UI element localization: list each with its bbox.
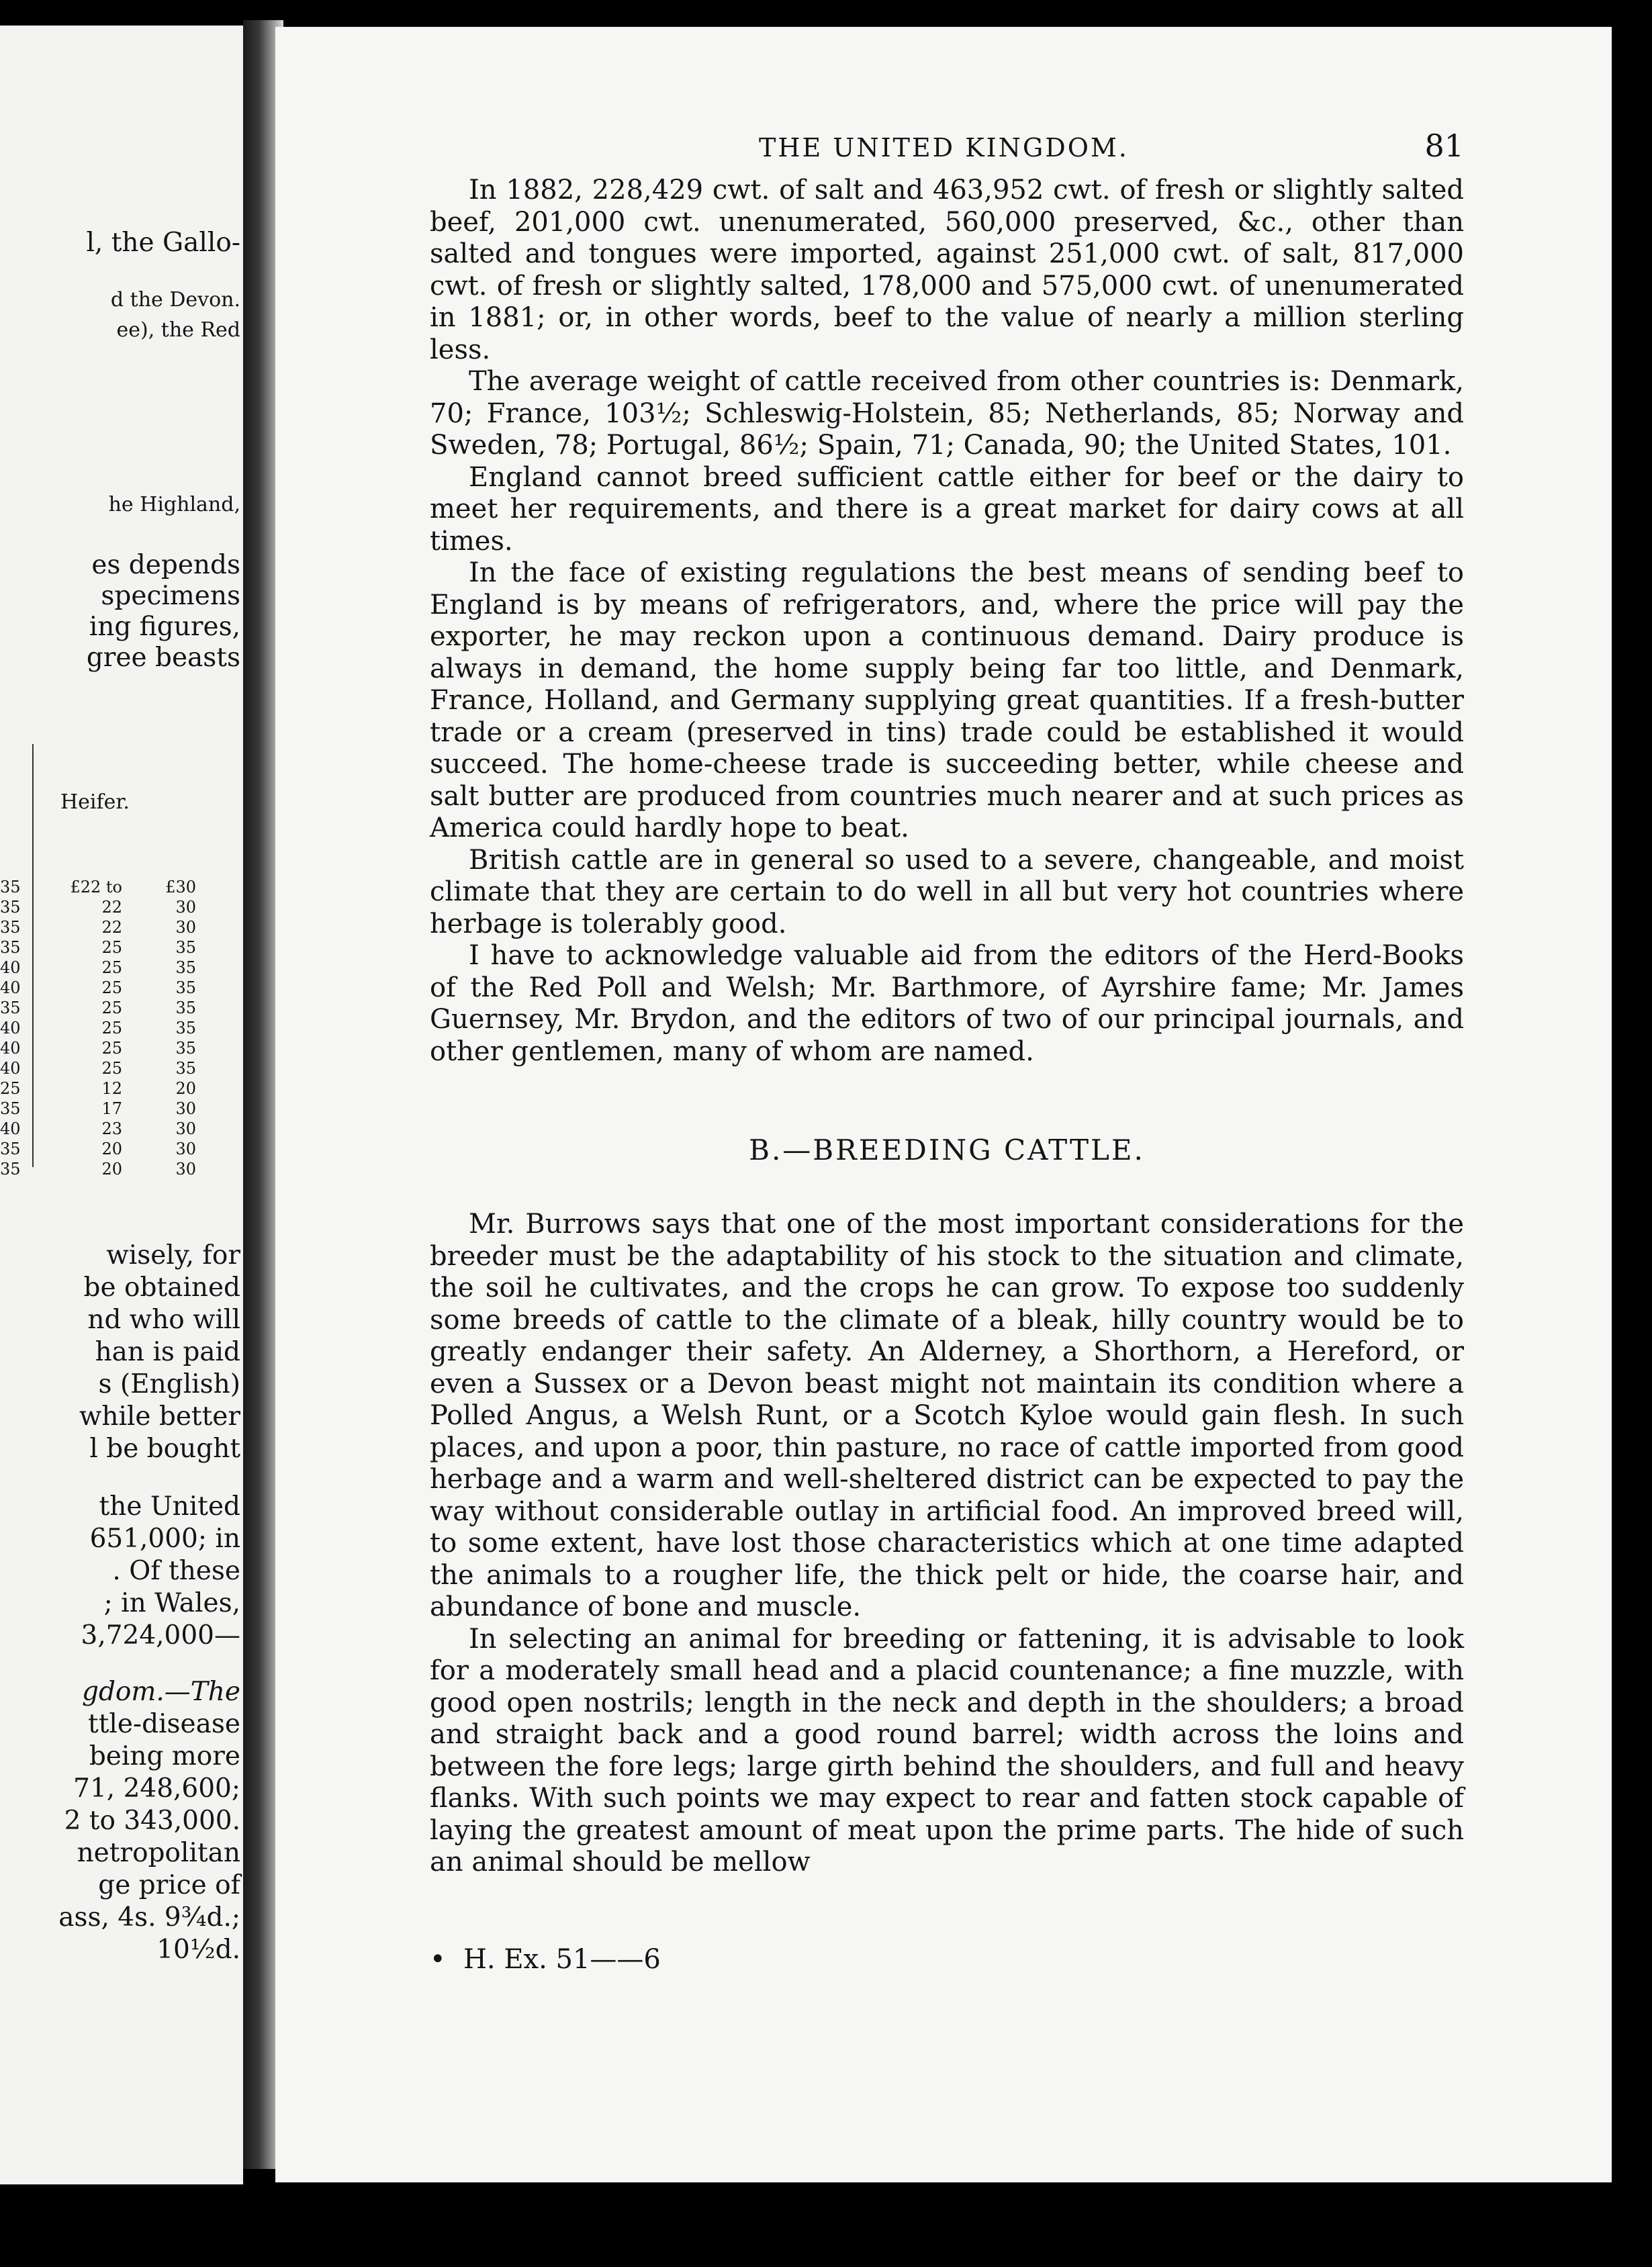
signature-text: H. Ex. 51——6 [463,1944,661,1975]
table-row: 35 25 35 [0,999,196,1017]
fragment-line: he Highland, [108,493,240,516]
running-head-title: THE UNITED KINGDOM. [759,133,1129,163]
table-row: 40 25 35 [0,1059,196,1078]
paragraph-acknowledgements: I have to acknowledge valuable aid from the editors of the Herd-Books of the Red Poll and Welsh; Mr. Barthmore, of Ayrshire fame; Mr. James Guernsey, Mr. Brydon, and the editors of two of our principal journals, and other gentlemen, many of whom are named. [430,940,1464,1067]
fragment-line: l be bought [89,1434,240,1464]
facing-page-fragment [0,26,243,2184]
fragment-line: ge price of [98,1870,240,1900]
table-row: 35 22 30 [0,898,196,917]
signature-mark [430,1944,661,1975]
fragment-line: being more [89,1741,240,1771]
paragraph-british-cattle: British cattle are in general so used to a severe, changeable, and moist climate that they are certain to do well in all but very hot countries where herbage is tolerably good. [430,844,1464,939]
fragment-line: gdom.—The [82,1677,240,1707]
page-body [430,128,1464,1879]
table-row: 35 22 30 [0,918,196,937]
fragment-line: l, the Gallo- [86,228,240,258]
fragment-line: ttle-disease [88,1709,240,1739]
fragment-line: 2 to 343,000. [64,1806,240,1836]
fragment-line: be obtained [83,1273,240,1303]
fragment-line: ; in Wales, [103,1588,240,1618]
table-row: 35 £22 to £30 [0,878,196,896]
fragment-line: the United [99,1491,240,1522]
table-row: 40 25 35 [0,958,196,977]
paragraph-average-weight: The average weight of cattle received from other countries is: Denmark, 70; France, 103½; Schleswig-Holstein, 85; Netherlands, 85; Norway and Sweden, 78; Portugal, 86½; Spain, 71; Canada, 90; the United States, 101. [430,366,1464,461]
section-title: B.—BREEDING CATTLE. [749,1134,1145,1166]
fragment-line: d the Devon. [110,288,240,312]
paragraph-breed-sufficiency: England cannot breed sufficient cattle either for beef or the dairy to meet her requirements, and there is a great market for dairy cows at all times. [430,461,1464,557]
fragment-line: specimens [101,581,240,611]
table-row: 35 20 30 [0,1160,196,1178]
table-row: 40 25 35 [0,1039,196,1058]
fragment-line: wisely, for [106,1240,240,1270]
fragment-line: ee), the Red [116,318,240,342]
table-row: 35 17 30 [0,1099,196,1118]
table-row: 35 20 30 [0,1140,196,1158]
paragraph-beef-imports: In 1882, 228,429 cwt. of salt and 463,952 cwt. of fresh or slightly salted beef, 201,000 cwt. unenumerated, 560,000 preserved, &c., other than salted and tongues were imported, against 251,000 cwt. of salt, 817,000 cwt. of fresh or slightly salted, 178,000 and 575,000 cwt. of unenumerated in 1881; or, in other words, beef to the value of nearly a million sterling less. [430,175,1464,365]
table-row: 35 25 35 [0,938,196,957]
fragment-line: 71, 248,600; [73,1773,240,1804]
table-row: 40 23 30 [0,1119,196,1138]
fragment-line: nd who will [87,1305,240,1335]
fragment-line: 651,000; in [89,1524,240,1554]
fragment-line: ing figures, [89,612,240,642]
fragment-line: s (English) [98,1369,240,1399]
fragment-line: ass, 4s. 9¾d.; [58,1902,240,1933]
table-row: 40 25 35 [0,1019,196,1037]
book-page [275,27,1612,2182]
fragment-line: 10½d. [156,1935,240,1965]
table-header-heifer: Heifer. [60,790,130,814]
bullet-mark: • [430,1944,446,1975]
fragment-line: . Of these [112,1556,240,1586]
paragraph-adaptability: Mr. Burrows says that one of the most important considerations for the breeder must be the adaptability of his stock to the situation and climate, the soil he cultivates, and the crops he can grow. To expose too suddenly some breeds of cattle to the climate of a bleak, hilly country would be to greatly endanger their safety. An Alderney, a Shorthorn, a Hereford, or even a Sussex or a Devon beast might not maintain its condition where a Polled Angus, a Welsh Runt, or a Scotch Kyloe would gain flesh. In such places, and upon a poor, thin pasture, no race of cattle imported from good herbage and a warm and well-sheltered district can be expected to pay the way without considerable outlay in artificial food. An improved breed will, to some extent, have lost those characteristics which at one time adapted the animals to a rougher life, the thick pelt or hide, the coarse hair, and abundance of bone and muscle. [430,1209,1464,1622]
fragment-line: gree beasts [86,643,240,673]
fragment-line: 3,724,000— [81,1620,240,1651]
running-head [430,128,1464,175]
fragment-line: es depends [91,550,240,580]
paragraph-selecting-animal: In selecting an animal for breeding or fattening, it is advisable to look for a moderately small head and a placid countenance; a fine muzzle, with good open nostrils; length in the neck and depth in the shoulders; a broad and straight back and a good round barrel; width across the loins and between the fore legs; large girth behind the shoulders, and full and heavy flanks. With such points we may expect to rear and fatten stock capable of laying the greatest amount of meat upon the prime parts. The hide of such an animal should be mellow [430,1623,1464,1878]
paragraph-refrigerators: In the face of existing regulations the best means of sending beef to England is by means of refrigerators, and, where the price will pay the exporter, he may reckon upon a continuous demand. Dairy produce is always in demand, the home supply being far too little, and Denmark, France, Holland, and Germany supplying great quantities. If a fresh-butter trade or a cream (preserved in tins) trade could be established it would succeed. The home-cheese trade is succeeding better, while cheese and salt butter are produced from countries much nearer and at such prices as America could hardly hope to beat. [430,557,1464,843]
table-rows [0,877,201,1179]
page-number: 81 [1424,128,1464,164]
table-row: 25 12 20 [0,1079,196,1098]
fragment-line: while better [79,1401,240,1432]
table-row: 40 25 35 [0,978,196,997]
fragment-line: netropolitan [77,1838,240,1868]
fragment-line: han is paid [95,1337,240,1367]
